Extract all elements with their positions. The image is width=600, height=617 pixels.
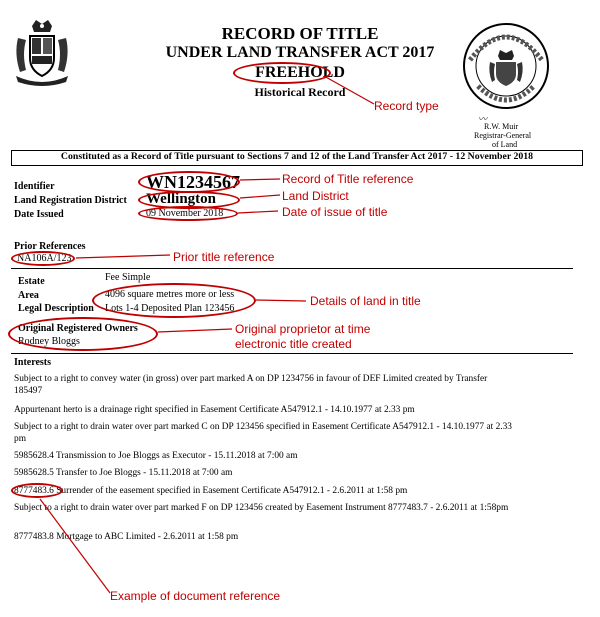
interest-item-5: 5985628.5 Transfer to Joe Bloggs - 15.11.2018 at 7:00 am bbox=[14, 468, 233, 478]
record-title-heading: RECORD OF TITLE bbox=[221, 24, 379, 43]
document-reference-arrow bbox=[38, 497, 118, 597]
interests-label: Interests bbox=[14, 357, 52, 368]
interest-item-2: Appurtenant herto is a drainage right specified in Easement Certificate A547912.1 - 14.10.1977 at 2.33 pm bbox=[14, 405, 415, 415]
interest-item-1: Subject to a right to convey water (in gross) over part marked A on DP 1234756 in favour of DEF Limited created by Transfer 185497 bbox=[14, 374, 488, 396]
legal-description-value: Lots 1-4 Deposited Plan 123456 bbox=[105, 303, 235, 314]
interests-divider bbox=[11, 353, 573, 354]
prior-references-label: Prior References bbox=[14, 241, 86, 252]
signature-title-line1: Registrar-General bbox=[474, 131, 532, 140]
annotation-land-district: Land District bbox=[282, 189, 349, 203]
land-details-arrow bbox=[254, 296, 310, 306]
signature-title-line2: of Land bbox=[492, 140, 518, 149]
annotation-proprietor-line2: electronic title created bbox=[235, 337, 352, 351]
district-value: Wellington bbox=[146, 191, 217, 207]
owners-value: Rodney Bloggs bbox=[18, 336, 80, 347]
date-issued-oval bbox=[138, 206, 238, 221]
date-issued-label: Date Issued bbox=[14, 209, 64, 220]
historical-record-label: Historical Record bbox=[254, 85, 346, 99]
interest-item-4: 5985628.4 Transmission to Joe Bloggs as Executor - 15.11.2018 at 7:00 am bbox=[14, 451, 298, 461]
record-type-oval bbox=[233, 62, 331, 84]
estate-value: Fee Simple bbox=[105, 272, 151, 283]
estate-label: Estate bbox=[18, 276, 45, 287]
estate-divider bbox=[11, 268, 573, 269]
identifier-arrow bbox=[238, 175, 283, 185]
signature-name: R.W. Muir bbox=[484, 122, 519, 131]
identifier-value: WN1234567 bbox=[146, 172, 240, 192]
owners-arrow bbox=[156, 326, 236, 336]
annotation-proprietor-line1: Original proprietor at time bbox=[235, 322, 371, 336]
legal-description-label: Legal Description bbox=[18, 303, 94, 314]
registrar-seal-icon bbox=[460, 20, 552, 112]
date-issued-value: 09 November 2018 bbox=[146, 208, 224, 219]
date-issued-arrow bbox=[236, 207, 281, 217]
record-type-value: FREEHOLD bbox=[255, 64, 345, 81]
annotation-prior-reference: Prior title reference bbox=[173, 250, 275, 264]
interest-item-7: Subject to a right to drain water over part marked F on DP 123456 created by Easement Instrument 8777483.7 - 2.6.2011 at 1:58pm bbox=[14, 503, 509, 513]
interest-item-3: Subject to a right to drain water over part marked C on DP 123456 specified in Easement Certificate A547912.1 - 14.10.1977 at 2.33 pm bbox=[14, 422, 512, 444]
owners-oval bbox=[8, 317, 158, 351]
act-heading: UNDER LAND TRANSFER ACT 2017 bbox=[165, 44, 435, 61]
land-details-oval bbox=[92, 283, 256, 318]
prior-references-value: NA106A/123 bbox=[17, 253, 72, 264]
prior-references-oval bbox=[11, 251, 75, 266]
annotation-record-type: Record type bbox=[374, 99, 439, 113]
annotation-land-details: Details of land in title bbox=[310, 294, 421, 308]
prior-references-arrow bbox=[74, 250, 174, 262]
identifier-label: Identifier bbox=[14, 181, 55, 192]
signature-scribble: 〰︎ bbox=[478, 114, 488, 124]
annotation-date-issue: Date of issue of title bbox=[282, 205, 388, 219]
interest-item-8: 8777483.8 Mortgage to ABC Limited - 2.6.2011 at 1:58 pm bbox=[14, 532, 239, 542]
constituted-text: Constituted as a Record of Title pursuant to Sections 7 and 12 of the Land Transfer Act 2017 - 12 November 2018 bbox=[60, 151, 534, 162]
district-label: Land Registration District bbox=[14, 195, 127, 206]
record-type-arrow bbox=[320, 70, 380, 110]
identifier-oval bbox=[138, 171, 240, 193]
annotation-title-reference: Record of Title reference bbox=[282, 172, 414, 186]
document-reference-oval bbox=[11, 483, 63, 498]
annotation-document-reference: Example of document reference bbox=[110, 589, 281, 603]
interest-item-6: 8777483.6 Surrender of the easement specified in Easement Certificate A547912.1 - 2.6.2011 at 1:58 pm bbox=[14, 486, 408, 496]
owners-label: Original Registered Owners bbox=[18, 323, 138, 334]
area-label: Area bbox=[18, 290, 39, 301]
area-value: 4096 square metres more or less bbox=[105, 289, 235, 300]
district-arrow bbox=[238, 190, 283, 202]
